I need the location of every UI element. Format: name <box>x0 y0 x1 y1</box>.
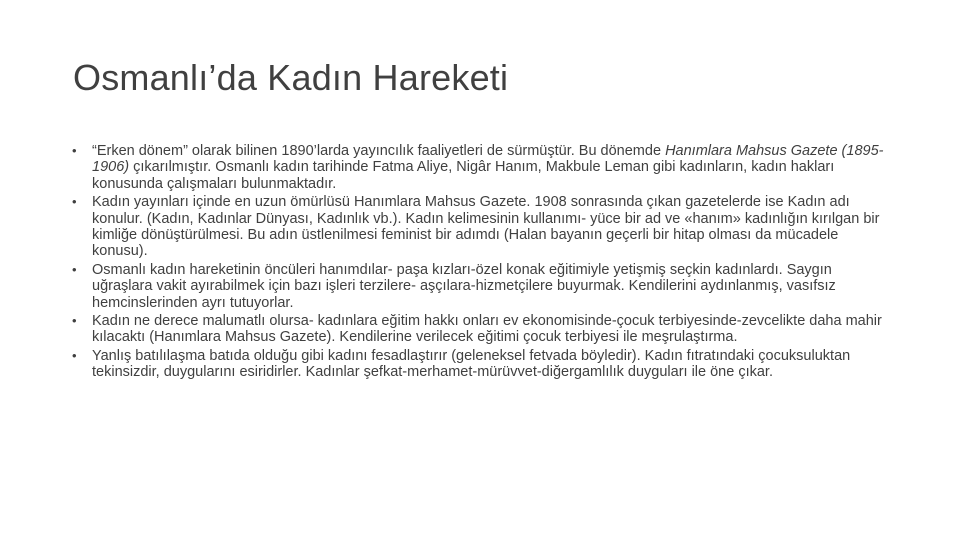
bullet-item <box>72 313 892 346</box>
bullet-item <box>72 194 892 260</box>
bullet-text: Osmanlı kadın hareketinin öncüleri hanımdılar- paşa kızları-özel konak eğitimiyle yetişmiş seçkin kadınlardı. Saygın uğraşlara vakit ayırabilmek için bazı işleri terzilere- aşçılara-hizmetçilere buyurmak. Kendilerini aydınlanmış, vasıfsız hemcinslerinden ayrı tutuyorlar. <box>92 261 836 311</box>
bullet-text-lead: “Erken dönem” olarak bilinen 1890’larda yayıncılık faaliyetleri de sürmüştür. Bu dönemde <box>92 143 666 159</box>
bullet-item <box>72 262 892 311</box>
bullet-item <box>72 348 892 381</box>
bullet-icon: • <box>72 194 77 210</box>
bullet-text-rest: çıkarılmıştır. Osmanlı kadın tarihinde Fatma Aliye, Nigâr Hanım, Makbule Leman gibi kadınların, kadın hakları konusunda çalışmaları bulunmaktadır. <box>92 159 835 192</box>
bullet-icon: • <box>72 313 77 329</box>
bullet-text <box>92 143 883 192</box>
bullet-list <box>72 143 892 383</box>
slide-title: Osmanlı’da Kadın Hareketi <box>73 57 509 98</box>
bullet-item <box>72 143 892 192</box>
bullet-text: Kadın ne derece malumatlı olursa- kadınlara eğitim hakkı onları ev ekonomisinde-çocuk terbiyesinde-zevcelikte daha mahir kılacaktı (Hanımlara Mahsus Gazete). Kendilerine verilecek eğitimi çocuk terbiyesi ile meşrulaştırma. <box>92 313 882 346</box>
bullet-icon: • <box>72 261 77 277</box>
bullet-text: Yanlış batılılaşma batıda olduğu gibi kadını fesadlaştırır (geleneksel fetvada böyledir). Kadın fıtratındaki çocuksuluktan tekinsizdir, duygularını esiridirler. Kadınlar şefkat-merhamet-mürüvvet-diğergamlılık duyguları ile öne çıkar. <box>92 347 851 381</box>
bullet-icon: • <box>72 347 77 363</box>
bullet-text-italic: Hanımlara Mahsus Gazete (1895-1906) <box>92 143 884 176</box>
bullet-text: Kadın yayınları içinde en uzun ömürlüsü Hanımlara Mahsus Gazete. 1908 sonrasında çıkan gazetelerde ise Kadın adı konulur. (Kadın, Kadınlar Dünyası, Kadınlık vb.). Kadın kelimesinin kullanımı- yüce bir ad ve «hanım» kadınlığın kırılgan bir kimliğe dönüştürülmesi. Bu adın üstlenilmesi feminist bir adımdı (Halan bayanın geçerli bir hitap olması da mücadele konusu). <box>92 194 880 260</box>
bullet-icon: • <box>72 143 77 158</box>
